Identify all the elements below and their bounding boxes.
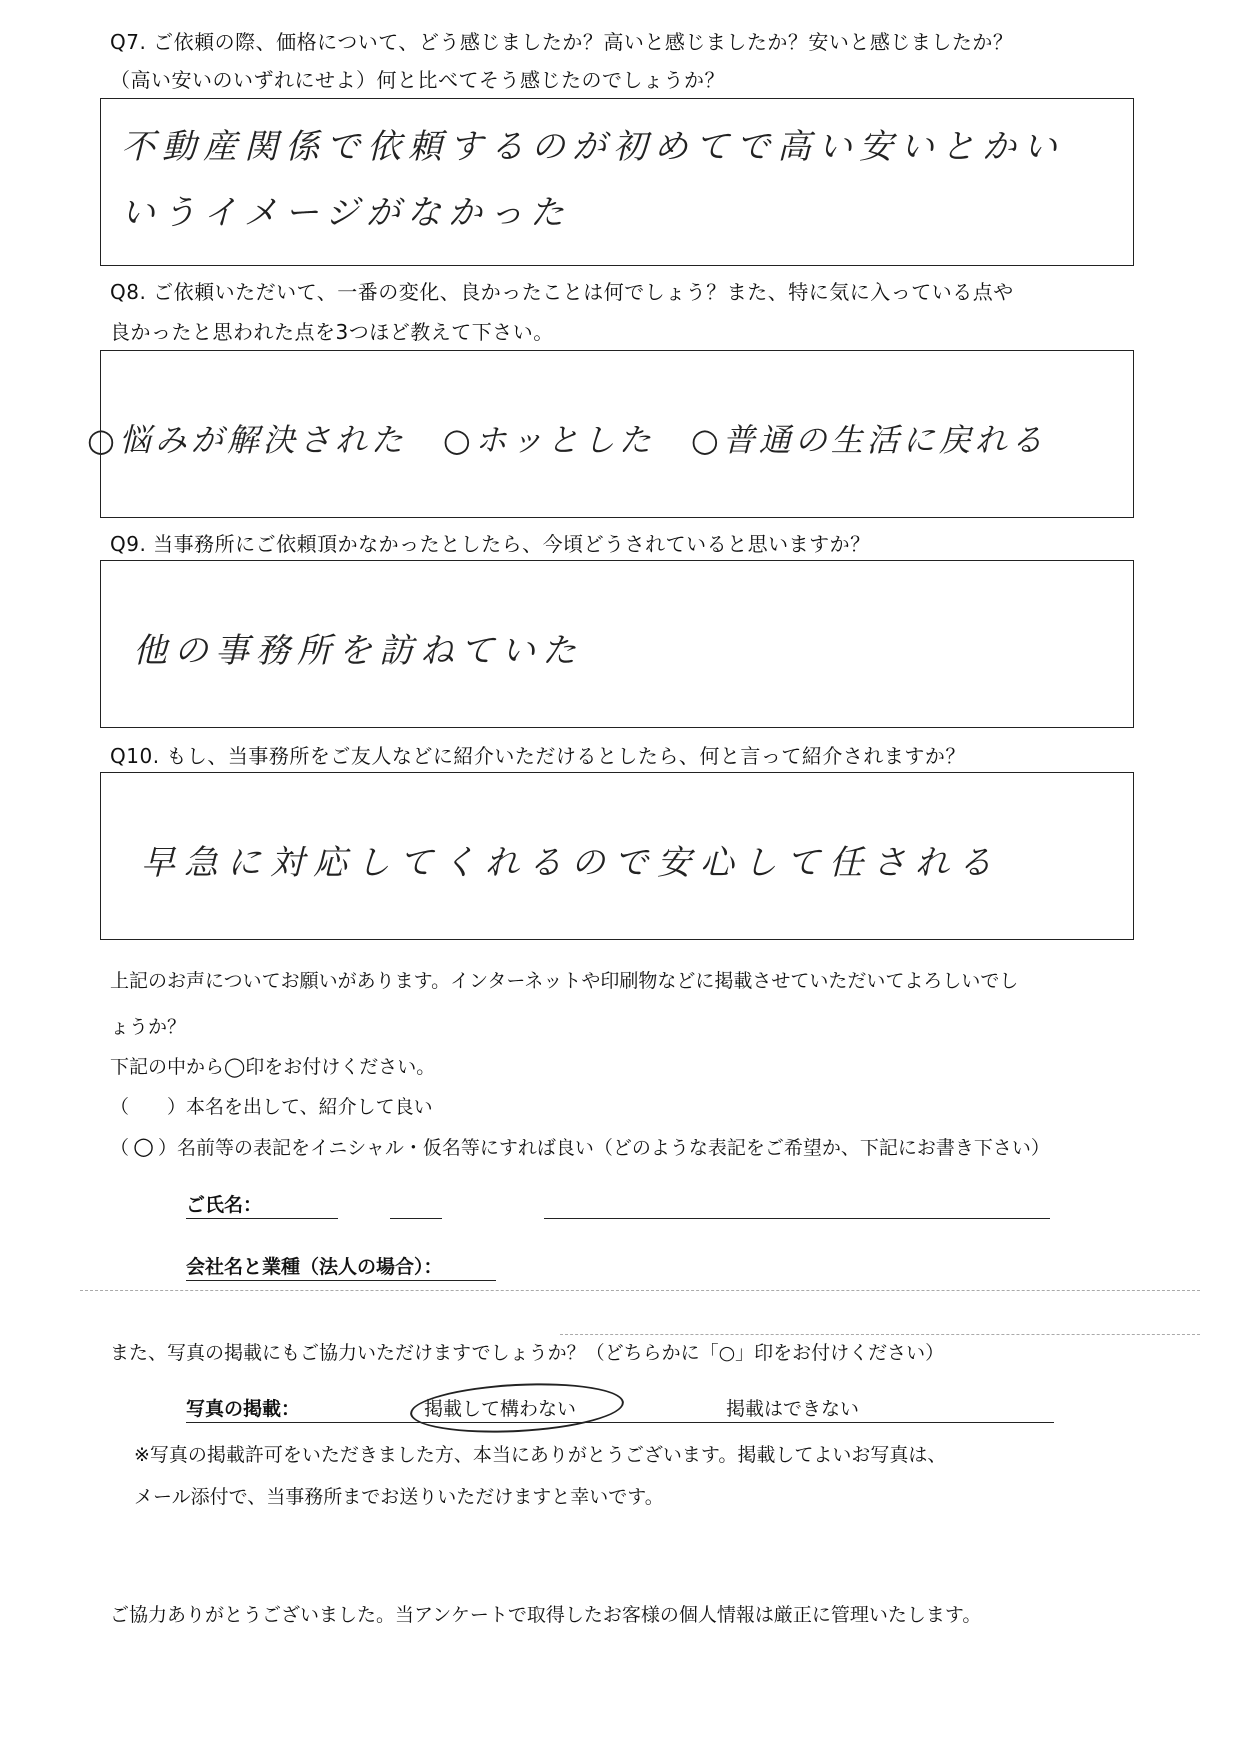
photo-option-yes[interactable]: 掲載して構わない (424, 1398, 577, 1420)
option-initials[interactable] (110, 1132, 1050, 1160)
q7-question-line1: Q7. ご依頼の際、価格について、どう感じましたか？高いと感じましたか？安いと感じましたか？ (110, 30, 1014, 54)
q8-answer-box (87, 350, 1134, 518)
q9-question: Q9. 当事務所にご依頼頂かなかったとしたら、今頃どうされていると思いますか？ (110, 532, 871, 556)
q7-answer-box (100, 98, 1134, 266)
q8-answer: ○悩みが解決された ○ホッとした ○普通の生活に戻れる (87, 421, 1047, 459)
name-field-label: ご氏名： (186, 1194, 263, 1216)
consent-line3: 下記の中から◯印をお付けください。 (110, 1056, 436, 1078)
consent-line2: ょうか？ (110, 1016, 187, 1038)
q7-answer-line2: いうイメージがなかった (121, 193, 571, 233)
scan-artifact-line-1 (80, 1290, 1200, 1291)
footer-thanks: ご協力ありがとうございました。当アンケートで取得したお客様の個人情報は厳正に管理いたします。 (110, 1604, 982, 1626)
photo-note-line2: メール添付で、当事務所までお送りいただけますと幸いです。 (134, 1486, 664, 1508)
option-real-name-checkbox[interactable]: （ ） (110, 1096, 187, 1118)
option-initials-bracket-close[interactable]: ） (157, 1137, 177, 1159)
name-underline-3[interactable] (544, 1218, 1050, 1219)
option-initials-label: 名前等の表記をイニシャル・仮名等にすれば良い（どのような表記をご希望か、下記にお書き下さい） (176, 1137, 1050, 1159)
photo-note-line1: ※写真の掲載許可をいただきました方、本当にありがとうございます。掲載してよいお写真は、 (134, 1444, 947, 1466)
photo-label: 写真の掲載： (186, 1398, 301, 1420)
photo-option-yes-circle-mark (409, 1378, 625, 1437)
q9-answer: 他の事務所を訪ねていた (133, 631, 584, 671)
name-underline-2[interactable] (390, 1218, 442, 1219)
name-underline-1 (186, 1218, 338, 1219)
option-real-name[interactable] (110, 1092, 433, 1119)
option-real-name-label: 本名を出して、紹介して良い (186, 1096, 433, 1118)
company-field-label: 会社名と業種（法人の場合）： (186, 1256, 443, 1278)
q8-question-line1: Q8. ご依頼いただいて、一番の変化、良かったことは何でしょう？また、特に気に入っている点や (110, 280, 1014, 304)
q7-question-line2: （高い安いのいずれにせよ）何と比べてそう感じたのでしょうか？ (110, 68, 725, 92)
photo-option-no[interactable]: 掲載はできない (726, 1398, 860, 1420)
option-initials-bracket-open[interactable]: （ (110, 1137, 130, 1159)
option-initials-handwritten-mark: ○ (133, 1132, 154, 1160)
q10-answer: 早急に対応してくれるので安心して任される (141, 843, 1001, 883)
q10-question: Q10. もし、当事務所をご友人などに紹介いただけるとしたら、何と言って紹介されますか？ (110, 744, 966, 768)
company-underline[interactable] (186, 1280, 496, 1281)
scan-artifact-line-2 (560, 1334, 1200, 1335)
q7-answer-line1: 不動産関係で依頼するのが初めてで高い安いとかい (121, 127, 1064, 167)
photo-question: また、写真の掲載にもご協力いただけますでしょうか？（どちらかに「○」印をお付けください） (110, 1342, 945, 1364)
consent-line1: 上記のお声についてお願いがあります。インターネットや印刷物などに掲載させていただいてよろしいでし (110, 970, 1019, 992)
q9-answer-box (100, 560, 1134, 728)
q10-answer-box (100, 772, 1134, 940)
q8-question-line2: 良かったと思われた点を3つほど教えて下さい。 (110, 320, 554, 344)
photo-underline (186, 1422, 1054, 1423)
